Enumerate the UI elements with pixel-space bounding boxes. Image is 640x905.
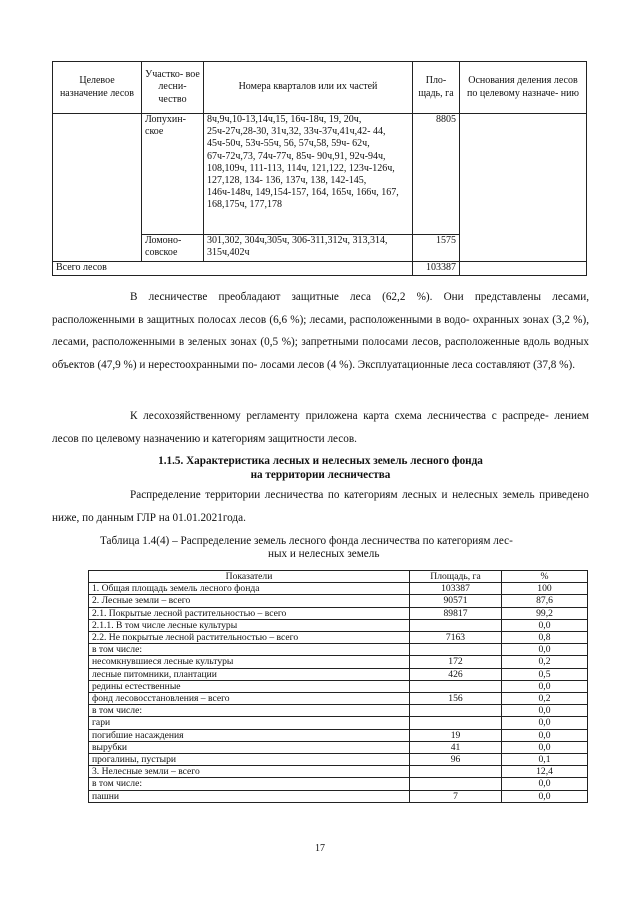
- row-indicator: фонд лесовосстановления – всего: [89, 693, 410, 705]
- header-indicator: Показатели: [89, 571, 410, 583]
- row-area: [410, 644, 502, 656]
- table-row: [89, 705, 588, 717]
- caption-line2: ных и нелесных земель: [268, 548, 380, 560]
- row-indicator: 3. Нелесные земли – всего: [89, 766, 410, 778]
- table-row: [89, 754, 588, 766]
- row-area: [410, 717, 502, 729]
- row-area: [410, 778, 502, 790]
- row-percent: 0,1: [502, 754, 588, 766]
- row-indicator: в том числе:: [89, 705, 410, 717]
- table-row: [89, 619, 588, 631]
- row-area: [410, 619, 502, 631]
- quarters-cell: 301,302, 304ч,305ч, 306-311,312ч, 313,314, 315ч,402ч: [204, 235, 413, 262]
- row-area: 41: [410, 741, 502, 753]
- row-percent: 0,0: [502, 741, 588, 753]
- total-area: 103387: [413, 262, 460, 276]
- paragraph-protective-forests: В лесничестве преобладают защитные леса (62,2 %). Они представлены лесами, расположенными в защитных полосах лесов (6,6 %); лесами, расположенными в водо- охранных зонах (3,2 %), лесами, расположенными в зеленых зонах (0,5 %); запретными полосами лесов, расположенные вдоль водных объектов (47,9 %) и нерестоохранными по- лосами лесов (4 %). Эксплуатационные леса составляют (37,8 %).: [52, 291, 589, 371]
- row-indicator: погибшие насаждения: [89, 729, 410, 741]
- header-quarters: Номера кварталов или их частей: [204, 62, 413, 114]
- section-heading-line2: на территории лесничества: [250, 469, 391, 481]
- total-label: Всего лесов: [53, 262, 413, 276]
- table-row: [89, 607, 588, 619]
- row-indicator: пашни: [89, 790, 410, 802]
- area-cell: 8805: [413, 114, 460, 235]
- row-percent: 0,0: [502, 644, 588, 656]
- row-indicator: в том числе:: [89, 644, 410, 656]
- row-area: 156: [410, 693, 502, 705]
- table-row: [89, 583, 588, 595]
- row-percent: 0,0: [502, 729, 588, 741]
- header-area: Пло- щадь, га: [413, 62, 460, 114]
- row-percent: 0,0: [502, 680, 588, 692]
- row-area: 90571: [410, 595, 502, 607]
- forest-purpose-table: [52, 61, 587, 276]
- row-area: 96: [410, 754, 502, 766]
- row-indicator: 2. Лесные земли – всего: [89, 595, 410, 607]
- area-cell: 1575: [413, 235, 460, 262]
- table-row: [89, 717, 588, 729]
- row-area: [410, 705, 502, 717]
- row-area: 426: [410, 668, 502, 680]
- header-basis: Основания деления лесов по целевому назначе- нию: [460, 62, 587, 114]
- row-area: [410, 680, 502, 692]
- forestry-cell: Ломоно- совское: [142, 235, 204, 262]
- row-percent: 100: [502, 583, 588, 595]
- row-area: [410, 766, 502, 778]
- row-indicator: вырубки: [89, 741, 410, 753]
- row-percent: 0,0: [502, 790, 588, 802]
- row-indicator: лесные питомники, плантации: [89, 668, 410, 680]
- row-indicator: 2.1.1. В том числе лесные культуры: [89, 619, 410, 631]
- land-categories-table: [88, 570, 588, 803]
- row-area: 7: [410, 790, 502, 802]
- total-basis: [460, 262, 587, 276]
- paragraph-map-scheme: К лесохозяйственному регламенту приложена карта схема лесничества с распреде- лением лесов по целевому назначению и категориям защитности лесов.: [52, 410, 589, 445]
- row-area: 19: [410, 729, 502, 741]
- row-percent: 0,0: [502, 778, 588, 790]
- row-percent: 12,4: [502, 766, 588, 778]
- row-indicator: редины естественные: [89, 680, 410, 692]
- header-purpose: Целевое назначение лесов: [53, 62, 142, 114]
- section-heading-line1: 1.1.5. Характеристика лесных и нелесных земель лесного фонда: [158, 455, 483, 467]
- row-indicator: 1. Общая площадь земель лесного фонда: [89, 583, 410, 595]
- row-indicator: 2.1. Покрытые лесной растительностью – всего: [89, 607, 410, 619]
- row-percent: 0,2: [502, 693, 588, 705]
- row-percent: 0,0: [502, 705, 588, 717]
- table-row: [89, 680, 588, 692]
- row-area: 7163: [410, 632, 502, 644]
- row-percent: 0,0: [502, 619, 588, 631]
- row-percent: 0,0: [502, 717, 588, 729]
- table-row: [89, 729, 588, 741]
- header-area: Площадь, га: [410, 571, 502, 583]
- header-percent: %: [502, 571, 588, 583]
- header-forestry: Участко- вое лесни- чество: [142, 62, 204, 114]
- paragraph-distribution: Распределение территории лесничества по категориям лесных и нелесных земель приведено ниже, по данным ГЛР на 01.01.2021года.: [52, 489, 589, 524]
- row-area: 89817: [410, 607, 502, 619]
- row-indicator: гари: [89, 717, 410, 729]
- table-row: [89, 656, 588, 668]
- row-indicator: в том числе:: [89, 778, 410, 790]
- page-number: 17: [315, 843, 325, 854]
- table-row: [89, 778, 588, 790]
- row-percent: 99,2: [502, 607, 588, 619]
- quarters-cell: 8ч,9ч,10-13,14ч,15, 16ч-18ч, 19, 20ч, 25ч-27ч,28-30, 31ч,32, 33ч-37ч,41ч,42- 44, 45ч-50ч, 53ч-55ч, 56, 57ч,58, 59ч- 62ч, 67ч-72ч,73, 74ч-77ч, 85ч- 90ч,91, 92ч-94ч, 108,109ч, 111-113, 114ч, 121,122, 123ч-126ч, 127,128, 134- 136, 137ч, 138, 142-145, 146ч-148ч, 149,154-157, 164, 165ч, 166ч, 167, 168,175ч, 177,178: [204, 114, 413, 235]
- table-row: [89, 595, 588, 607]
- row-percent: 0,8: [502, 632, 588, 644]
- basis-cell: [460, 114, 587, 262]
- table-row: [89, 766, 588, 778]
- forestry-cell: Лопухин- ское: [142, 114, 204, 235]
- table-caption: [100, 535, 595, 561]
- row-indicator: 2.2. Не покрытые лесной растительностью – всего: [89, 632, 410, 644]
- row-percent: 87,6: [502, 595, 588, 607]
- row-area: 172: [410, 656, 502, 668]
- row-percent: 0,5: [502, 668, 588, 680]
- table-row: [89, 668, 588, 680]
- table-row: [89, 790, 588, 802]
- row-indicator: несомкнувшиеся лесные культуры: [89, 656, 410, 668]
- row-area: 103387: [410, 583, 502, 595]
- row-indicator: прогалины, пустыри: [89, 754, 410, 766]
- table-row: [89, 632, 588, 644]
- table-row: [89, 741, 588, 753]
- caption-line1: Таблица 1.4(4) – Распределение земель лесного фонда лесничества по категориям лес-: [100, 535, 513, 547]
- purpose-cell: [53, 114, 142, 262]
- table-row: [89, 693, 588, 705]
- row-percent: 0,2: [502, 656, 588, 668]
- table-row: [89, 644, 588, 656]
